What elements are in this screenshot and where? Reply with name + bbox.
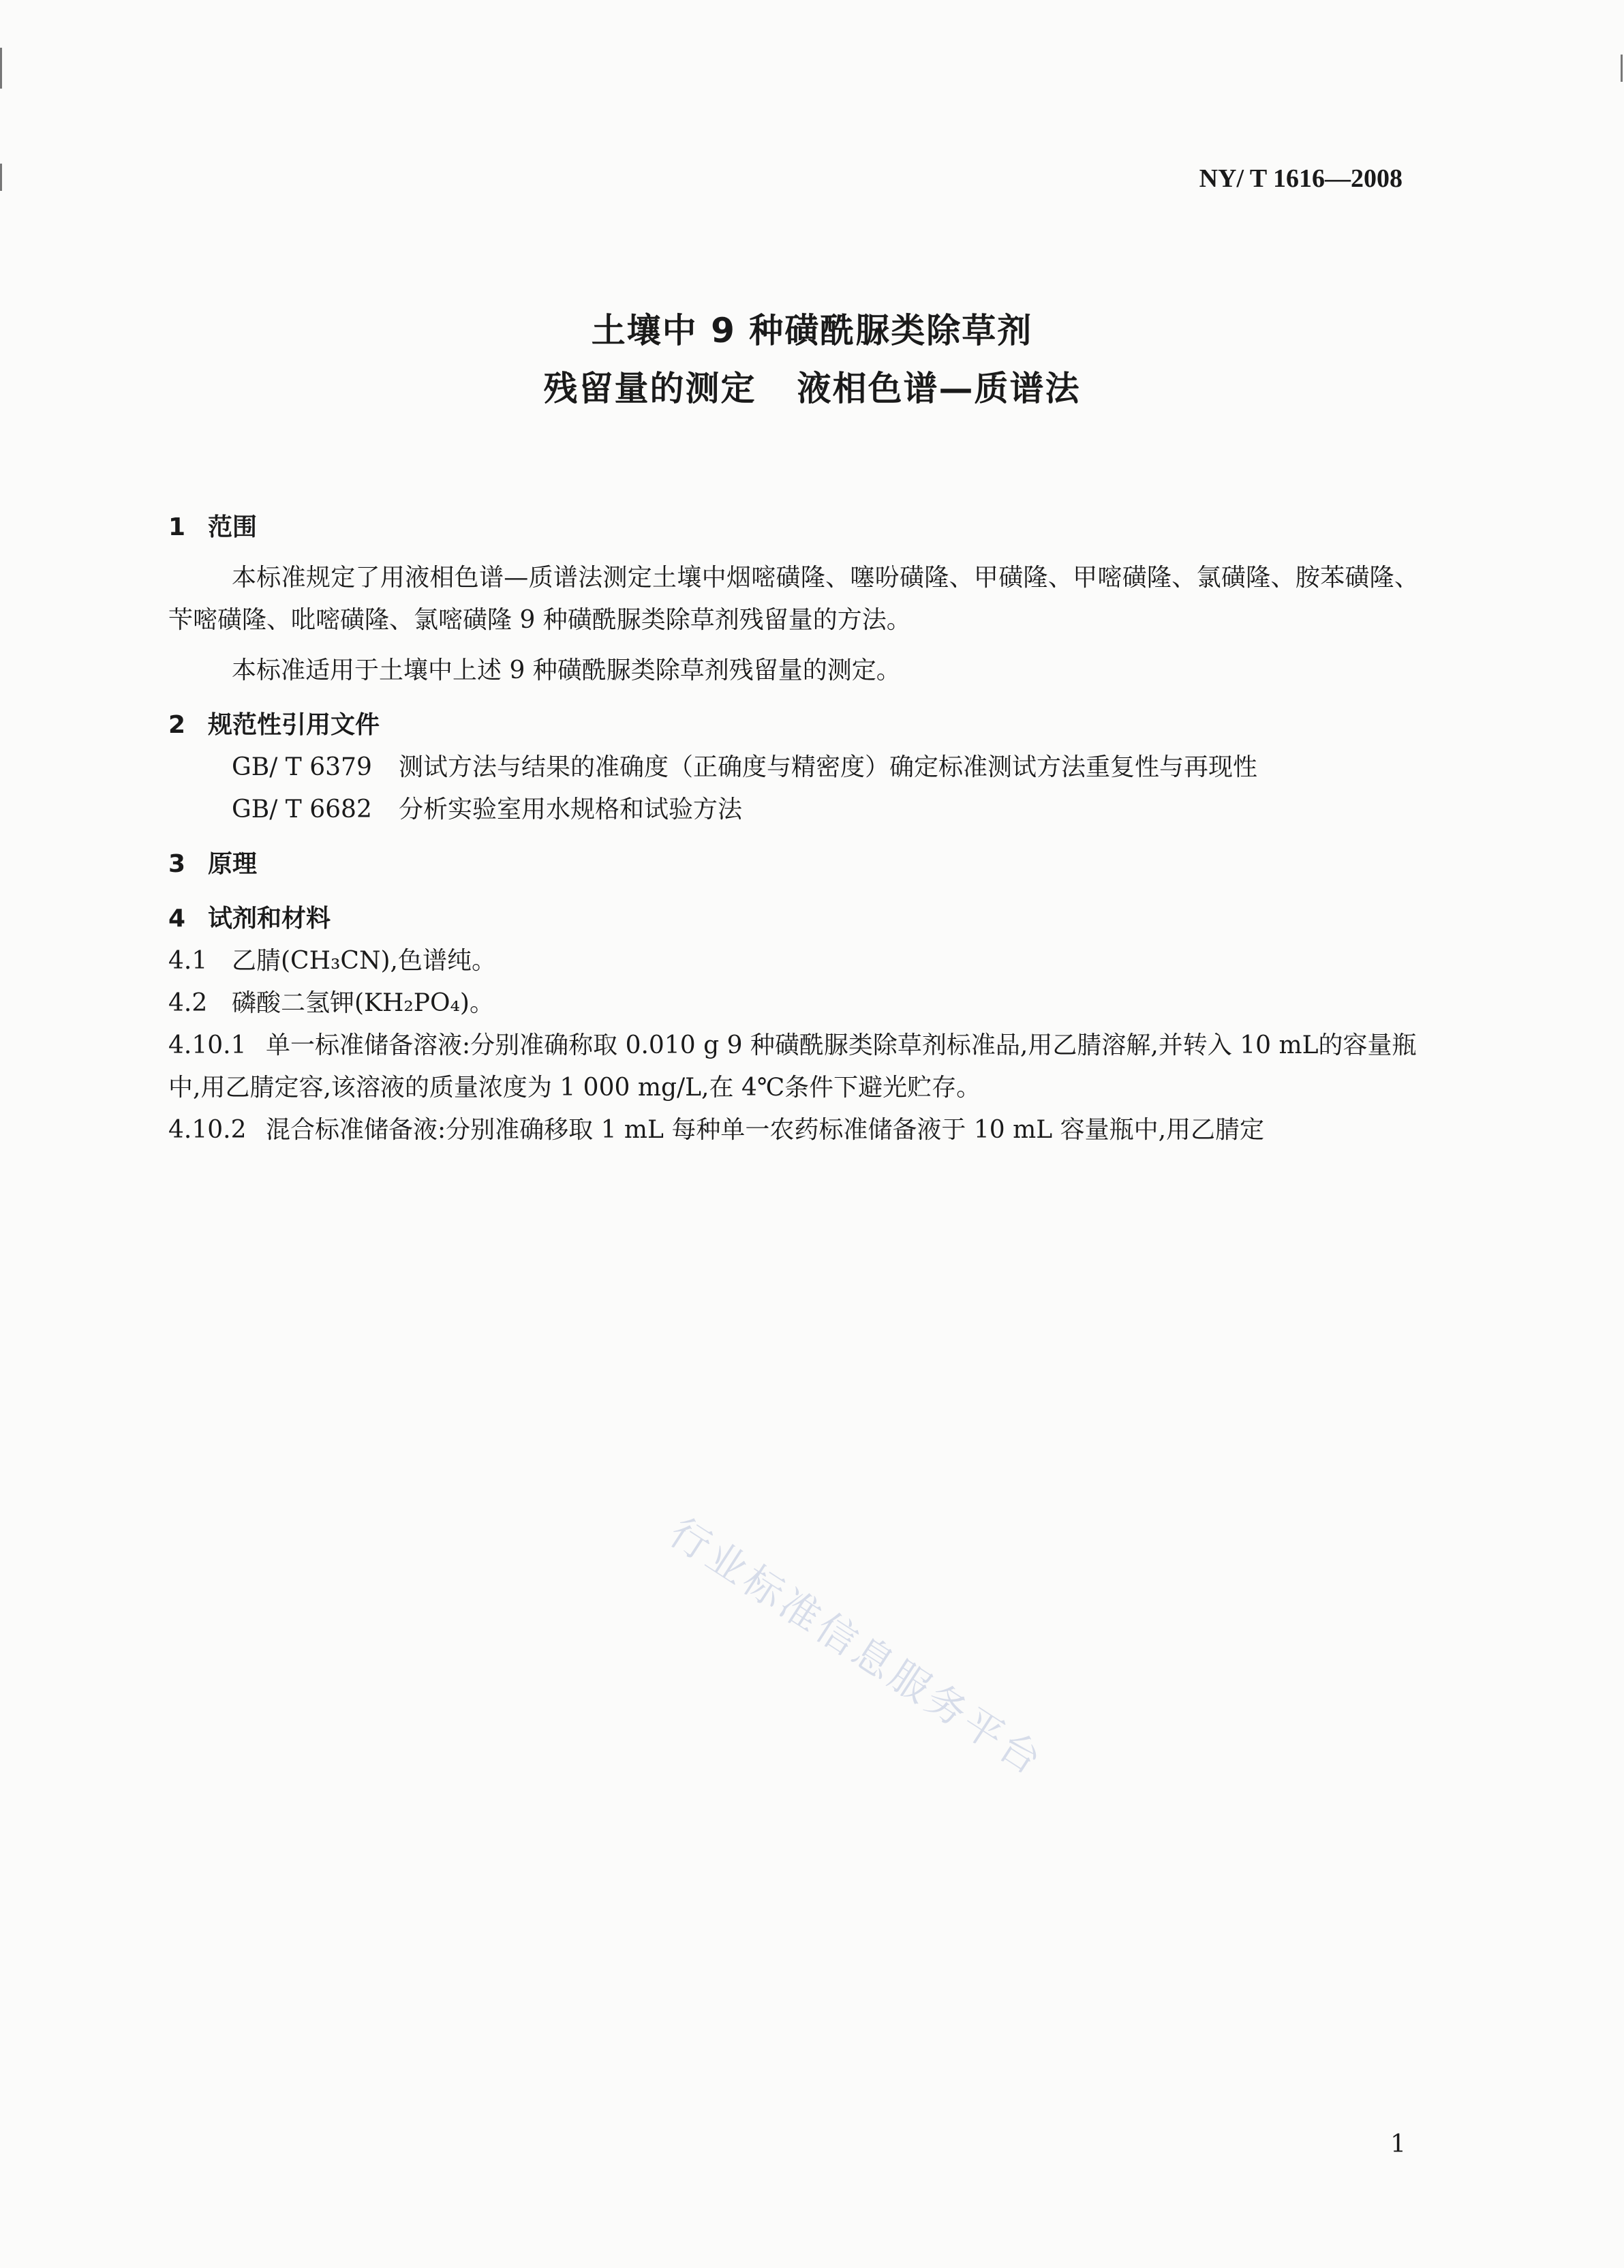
scan-mark [1621, 55, 1623, 82]
scan-mark [0, 164, 2, 191]
watermark: 行业标准信息服务平台 [661, 1509, 1053, 1785]
list-item: 4.1 乙腈(CH₃CN),色谱纯。 [168, 947, 496, 975]
paragraph: 本标准适用于土壤中上述 9 种磺酰脲类除草剂残留量的测定。 [232, 656, 901, 684]
paragraph: 本标准规定了用液相色谱—质谱法测定土壤中烟嘧磺隆、噻吩磺隆、甲磺隆、甲嘧磺隆、氯磺隆、胺苯磺隆、苄嘧磺隆、吡嘧磺隆、氯嘧磺隆 9 种磺酰脲类除草剂残留量的方法。 [168, 564, 1419, 634]
list-item: 4.10.2 混合标准储备液:分别准确移取 1 mL 每种单一农药标准储备液于 10 mL 容量瓶中,用乙腈定 [168, 1116, 1265, 1144]
page-number: 1 [1390, 2130, 1406, 2158]
section-heading-4: 4 试剂和材料 [168, 905, 331, 933]
title-line-1: 土壤中 9 种磺酰脲类除草剂 [591, 311, 1033, 350]
section-heading-3: 3 原理 [168, 850, 258, 878]
section-heading-2: 2 规范性引用文件 [168, 711, 380, 739]
title-line-2a: 残留量的测定 [543, 369, 756, 408]
list-item: 4.10.1 单一标准储备溶液:分别准确称取 0.010 g 9 种磺酰脲类除草剂标准品,用乙腈溶解,并转入 10 mL的容量瓶中,用乙腈定容,该溶液的质量浓度为 1 000 mg/L,在 4℃条件下避光贮存。 [168, 1031, 1417, 1102]
title-line-2b: 液相色谱—质谱法 [797, 369, 1081, 408]
section-heading-1: 1 范围 [168, 513, 258, 541]
document-body [168, 508, 1419, 1151]
title-line-2 [0, 361, 1624, 410]
reference-item: GB/ T 6682 分析实验室用水规格和试验方法 [232, 796, 743, 823]
reference-item: GB/ T 6379 测试方法与结果的准确度（正确度与精密度）确定标准测试方法重复性与再现性 [232, 753, 1258, 781]
standard-number: NY/ T 1616—2008 [1199, 164, 1403, 193]
list-item: 4.2 磷酸二氢钾(KH₂PO₄)。 [168, 989, 494, 1017]
scan-mark [0, 48, 2, 89]
